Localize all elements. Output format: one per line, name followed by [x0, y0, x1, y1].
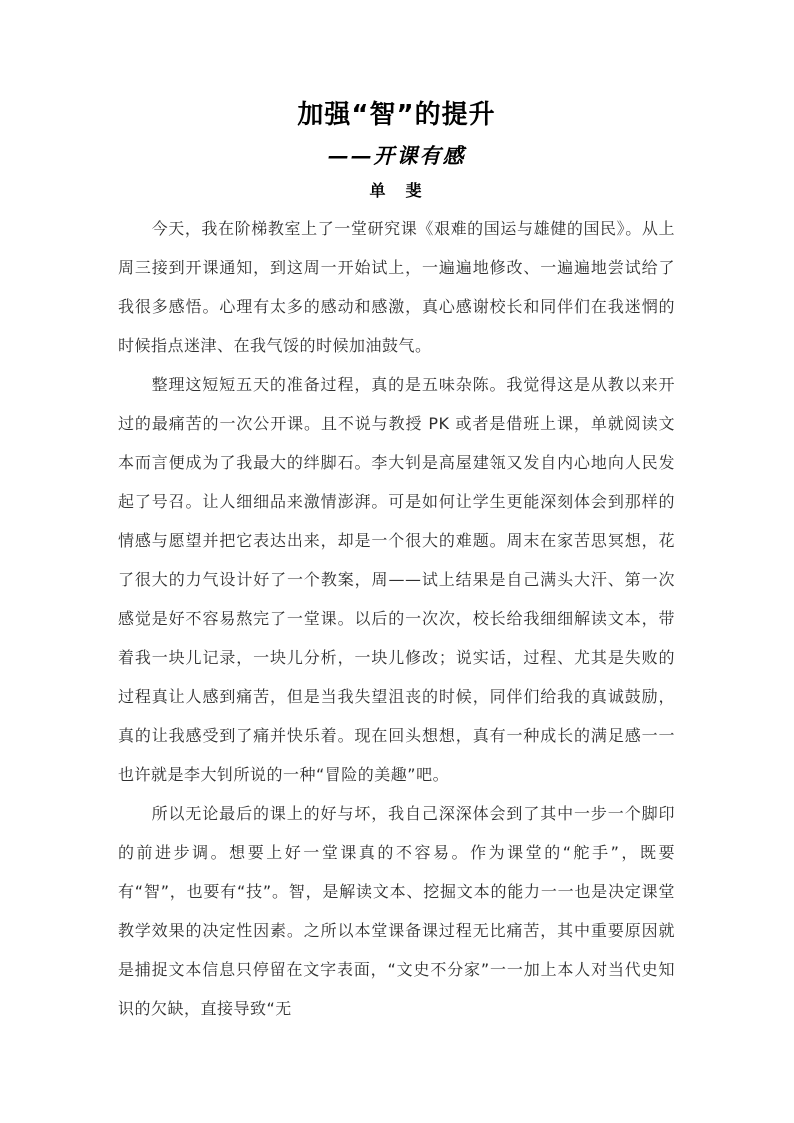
document-title: 加强“智”的提升 [297, 100, 496, 130]
paragraph-1: 今天，我在阶梯教室上了一堂研究课《艰难的国运与雄健的国民》。从上周三接到开课通知，到这周一开始试上，一遍遍地修改、一遍遍地尝试给了我很多感悟。心理有太多的感动和感激，真心感谢校长和同伴们在我迷惘的时候指点迷津、在我气馁的时候加油鼓气。 [118, 219, 675, 355]
paragraph-2: 整理这短短五天的准备过程，真的是五味杂陈。我觉得这是从教以来开过的最痛苦的一次公开课。且不说与教授 PK 或者是借班上课，单就阅读文本而言便成为了我最大的绊脚石。李大钊是高屋建瓴又发自内心地向人民发起了号召。让人细细品来激情澎湃。可是如何让学生更能深刻体会到那样的情感与愿望并把它表达出来，却是一个很大的难题。周末在家苦思冥想，花了很大的力气设计好了一个教案，周——试上结果是自己满头大汗、第一次感觉是好不容易熬完了一堂课。以后的一次次，校长给我细细解读文本，带着我一块儿记录，一块儿分析，一块儿修改；说实话，过程、尤其是失败的过程真让人感到痛苦，但是当我失望沮丧的时候，同伴们给我的真诚鼓励，真的让我感受到了痛并快乐着。现在回头想想，真有一种成长的满足感一一也许就是李大钊所说的一种“冒险的美趣”吧。 [118, 375, 675, 784]
author-name: 单 斐 [369, 181, 424, 200]
document-subtitle: ——开课有感 [327, 143, 466, 168]
paragraph-3: 所以无论最后的课上的好与坏，我自己深深体会到了其中一步一个脚印的前进步调。想要上好一堂课真的不容易。作为课堂的“舵手”，既要有“智”，也要有“技”。智，是解读文本、挖掘文本的能力一一也是决定课堂教学效果的决定性因素。之所以本堂课备课过程无比痛苦，其中重要原因就是捕捉文本信息只停留在文字表面，“文史不分家”一一加上本人对当代史知识的欠缺，直接导致“无 [118, 804, 675, 1018]
document-body [118, 209, 675, 1028]
